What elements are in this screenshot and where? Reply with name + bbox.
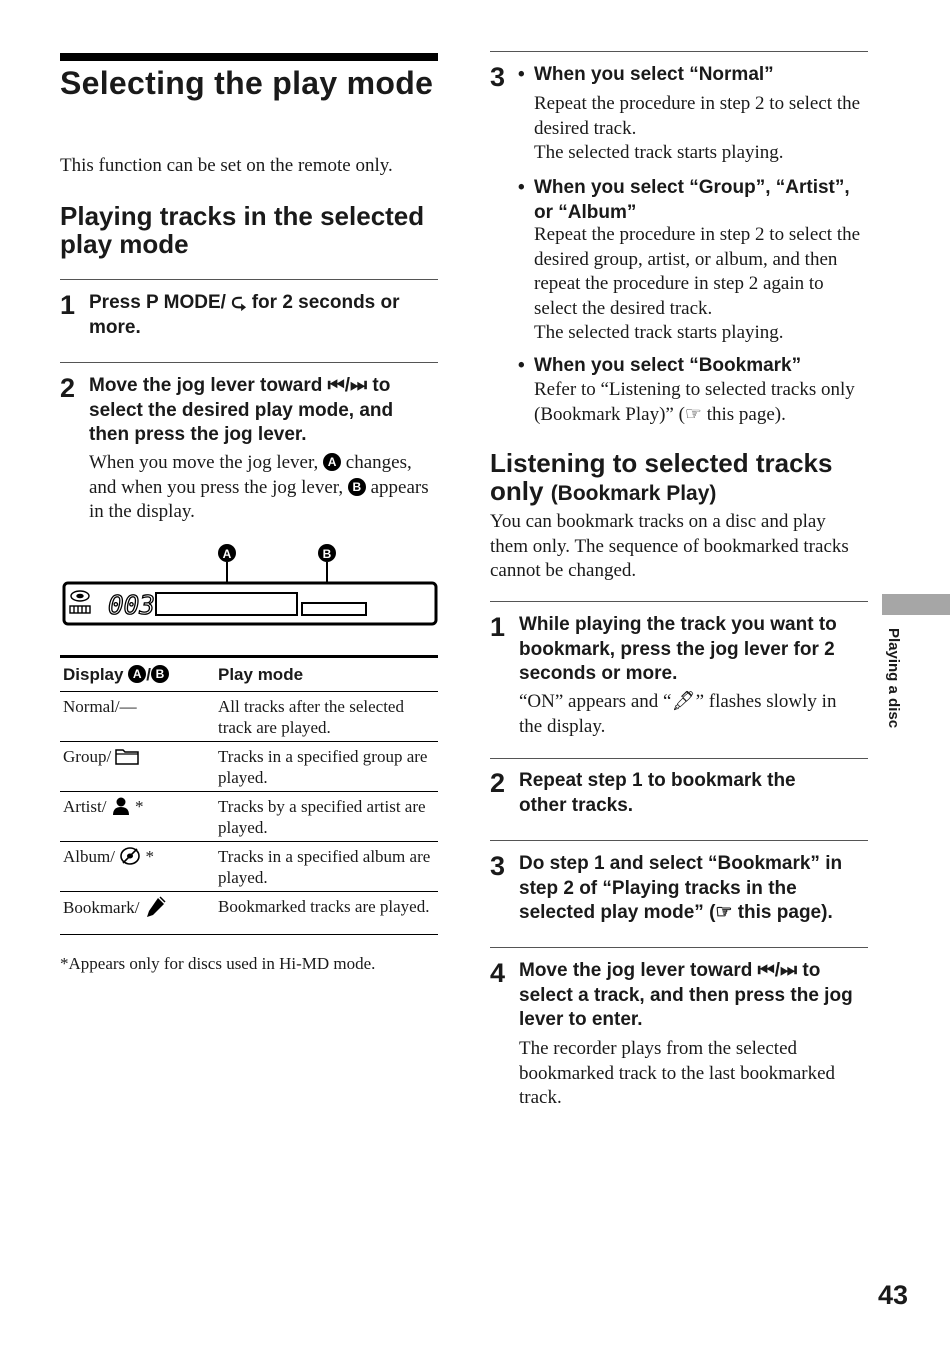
divider xyxy=(490,51,868,52)
body-text: appears in the display. xyxy=(89,476,429,522)
bullet-1-body: Repeat the procedure in step 2 to select the desired track. xyxy=(534,93,861,139)
callout-a-label: A xyxy=(222,547,232,561)
table-row xyxy=(60,842,438,892)
lcd-display-illustration xyxy=(60,540,440,635)
mode-cell: All tracks after the selected track are played. xyxy=(215,692,438,742)
bullet: • xyxy=(518,64,525,85)
mode-cell: Bookmarked tracks are played. xyxy=(215,892,438,935)
table-row xyxy=(60,892,438,935)
divider xyxy=(490,840,868,841)
marker-b-icon: B xyxy=(151,665,169,683)
step-number: 4 xyxy=(490,958,506,988)
marker-b-icon: B xyxy=(348,478,366,496)
body-text: changes, and when you press the jog lever, xyxy=(89,452,412,498)
bookmark-step-1-body: “ON” appears and “🖋” flashes slowly in the display. xyxy=(519,691,837,737)
table-header-row xyxy=(60,657,438,692)
bullet-1-title: When you select “Normal” xyxy=(534,64,774,85)
display-cell xyxy=(60,842,215,892)
divider xyxy=(490,947,868,948)
step-number: 3 xyxy=(490,851,506,881)
header-play-mode: Play mode xyxy=(215,657,438,692)
display-area-b xyxy=(302,603,366,615)
bookmark-step-2-text: Repeat step 1 to bookmark the other tracks. xyxy=(519,770,796,816)
step-2-body xyxy=(89,451,438,525)
subheading-playing-tracks: Playing tracks in the selected play mode xyxy=(60,201,425,259)
asterisk: * xyxy=(134,797,144,816)
subheading-small: (Bookmark Play) xyxy=(550,482,717,505)
section-tab xyxy=(882,594,950,615)
artist-icon xyxy=(111,796,131,816)
display-label: Bookmark/ xyxy=(63,898,140,917)
callout-b-label: B xyxy=(322,547,332,561)
subheading-bookmark-play xyxy=(490,449,868,508)
table-row xyxy=(60,742,438,792)
marker-a-icon: A xyxy=(128,665,146,683)
mode-cell: Tracks in a specified group are played. xyxy=(215,742,438,792)
intro-text: This function can be set on the remote only. xyxy=(60,155,393,176)
track-number: 003 xyxy=(108,591,155,621)
play-mode-table xyxy=(60,655,438,935)
bullet-2-body: Repeat the procedure in step 2 to select the desired group, artist, or album, and then repeat the procedure in step 2 again to select the desired track. xyxy=(534,224,861,319)
bookmark-icon xyxy=(144,896,166,918)
bullet: • xyxy=(518,355,525,376)
bookmark-intro: You can bookmark tracks on a disc and play them only. The sequence of bookmarked tracks cannot be changed. xyxy=(490,511,849,581)
step-number: 3 xyxy=(490,62,506,92)
header-sep: / xyxy=(146,665,151,684)
bullet-2-title: When you select “Group”, “Artist”, or “Album” xyxy=(534,177,850,223)
bullet-1-body-2: The selected track starts playing. xyxy=(534,142,784,163)
bullet-3-body: Refer to “Listening to selected tracks only (Bookmark Play)” (☞ this page). xyxy=(534,379,855,425)
step-number: 2 xyxy=(60,373,76,403)
bullet-3-title: When you select “Bookmark” xyxy=(534,355,802,376)
footnote: *Appears only for discs used in Hi-MD mode. xyxy=(60,954,376,973)
section-label-text: Playing a disc xyxy=(885,628,902,729)
mode-cell: Tracks by a specified artist are played. xyxy=(215,792,438,842)
step-number: 1 xyxy=(60,290,76,320)
display-cell xyxy=(60,792,215,842)
header-display xyxy=(60,657,215,692)
step-number: 1 xyxy=(490,612,506,642)
bookmark-step-4-body: The recorder plays from the selected bookmarked track to the last bookmarked track. xyxy=(519,1038,836,1108)
title-rule xyxy=(60,53,438,61)
section-label xyxy=(880,628,910,748)
bookmark-step-3-text: Do step 1 and select “Bookmark” in step 2 of “Playing tracks in the selected play mode” (☞ this page). xyxy=(519,853,843,923)
divider xyxy=(60,279,438,280)
step-number: 2 xyxy=(490,768,506,798)
display-cell xyxy=(60,892,215,935)
marker-a-icon: A xyxy=(323,453,341,471)
bookmark-step-4-text: Move the jog lever toward ⏮/⏭ to select a track, and then press the jog lever to enter. xyxy=(519,960,853,1030)
display-label: Group/ xyxy=(63,747,112,766)
display-label: Artist/ xyxy=(63,797,107,816)
page-number: 43 xyxy=(878,1280,909,1310)
lcd-display-svg xyxy=(60,540,440,630)
divider xyxy=(490,758,868,759)
display-label: Album/ xyxy=(63,847,115,866)
header-display-label: Display xyxy=(63,665,124,684)
divider xyxy=(490,601,868,602)
page-title: Selecting the play mode xyxy=(60,65,434,101)
step-1-text: Press P MODE/ ⮎ for 2 seconds or more. xyxy=(89,292,400,338)
asterisk: * xyxy=(145,847,154,866)
mode-cell: Tracks in a specified album are played. xyxy=(215,842,438,892)
display-cell: Normal/— xyxy=(60,692,215,742)
step-2-text: Move the jog lever toward ⏮/⏭ to select the desired play mode, and then press the jog lever. xyxy=(89,375,394,445)
folder-icon xyxy=(115,747,139,765)
divider xyxy=(60,362,438,363)
display-area-a xyxy=(156,593,297,615)
table-row xyxy=(60,692,438,742)
display-cell xyxy=(60,742,215,792)
bookmark-step-1-text: While playing the track you want to bookmark, press the jog lever for 2 seconds or more. xyxy=(519,614,837,684)
album-icon xyxy=(119,846,141,866)
table-row xyxy=(60,792,438,842)
subheading-main: Listening to selected tracks only xyxy=(490,448,833,506)
bullet-2-body-2: The selected track starts playing. xyxy=(534,322,784,343)
body-text: When you move the jog lever, xyxy=(89,452,319,473)
bullet: • xyxy=(518,177,525,198)
